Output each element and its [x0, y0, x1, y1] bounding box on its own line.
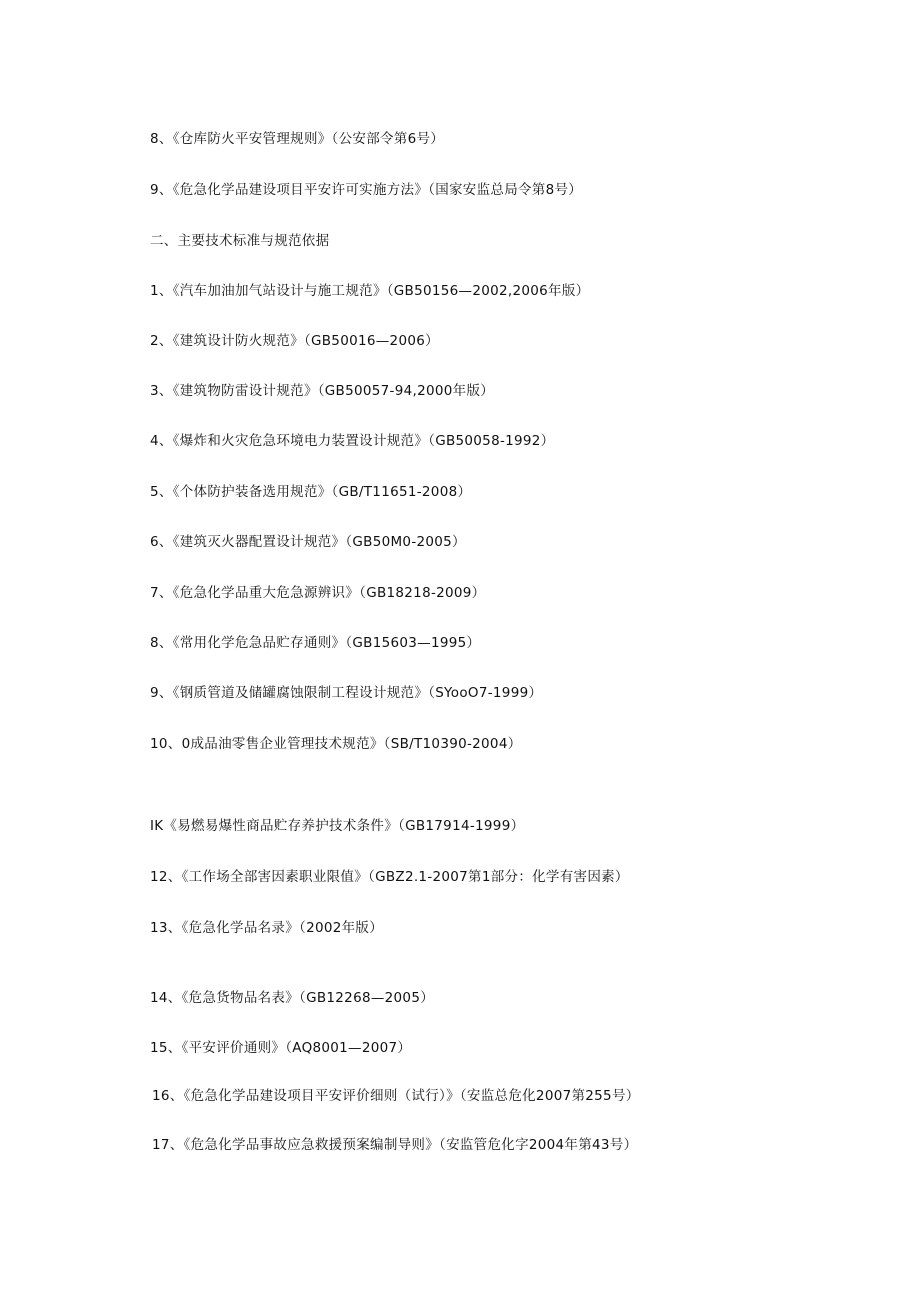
regulation-item-8: 8、《仓库防火平安管理规则》（公安部令第6号）	[150, 131, 445, 147]
regulation-item-9: 9、《危急化学品建设项目平安许可实施方法》（国家安监总局令第8号）	[150, 182, 583, 198]
standard-item-5: 5、《个体防护装备选用规范》（GB/T11651-2008）	[150, 484, 472, 500]
standard-item-12: 12、《工作场全部害因素职业限值》（GBZ2.1-2007第1部分：化学有害因素）	[150, 869, 629, 885]
standard-item-8: 8、《常用化学危急品贮存通则》（GB15603—1995）	[150, 635, 481, 651]
standard-item-7: 7、《危急化学品重大危急源辨识》（GB18218-2009）	[150, 585, 486, 601]
standard-item-6: 6、《建筑灭火器配置设计规范》（GB50M0-2005）	[150, 534, 466, 550]
standard-item-4: 4、《爆炸和火灾危急环境电力装置设计规范》（GB50058-1992）	[150, 433, 555, 449]
standard-item-2: 2、《建筑设计防火规范》（GB50016—2006）	[150, 333, 439, 349]
standard-item-9: 9、《钢质管道及储罐腐蚀限制工程设计规范》（SYooO7-1999）	[150, 685, 543, 701]
standard-item-1: 1、《汽车加油加气站设计与施工规范》（GB50156—2002,2006年版）	[150, 283, 590, 299]
standard-item-14: 14、《危急货物品名表》（GB12268—2005）	[150, 990, 435, 1006]
section-heading-standards: 二、主要技术标准与规范依据	[150, 233, 330, 249]
standard-item-17: 17、《危急化学品事故应急救援预案编制导则》（安监管危化字2004年第43号）	[152, 1137, 638, 1153]
standard-item-3: 3、《建筑物防雷设计规范》（GB50057-94,2000年版）	[150, 383, 495, 399]
standard-item-11: IK《易燃易爆性商品贮存养护技术条件》（GB17914-1999）	[150, 818, 525, 834]
standard-item-10: 10、0成品油零售企业管理技术规范》（SB/T10390-2004）	[150, 736, 522, 752]
standard-item-16: 16、《危急化学品建设项目平安评价细则（试行）》（安监总危化2007第255号）	[152, 1088, 640, 1104]
standard-item-13: 13、《危急化学品名录》（2002年版）	[150, 920, 384, 936]
standard-item-15: 15、《平安评价通则》（AQ8001—2007）	[150, 1040, 412, 1056]
